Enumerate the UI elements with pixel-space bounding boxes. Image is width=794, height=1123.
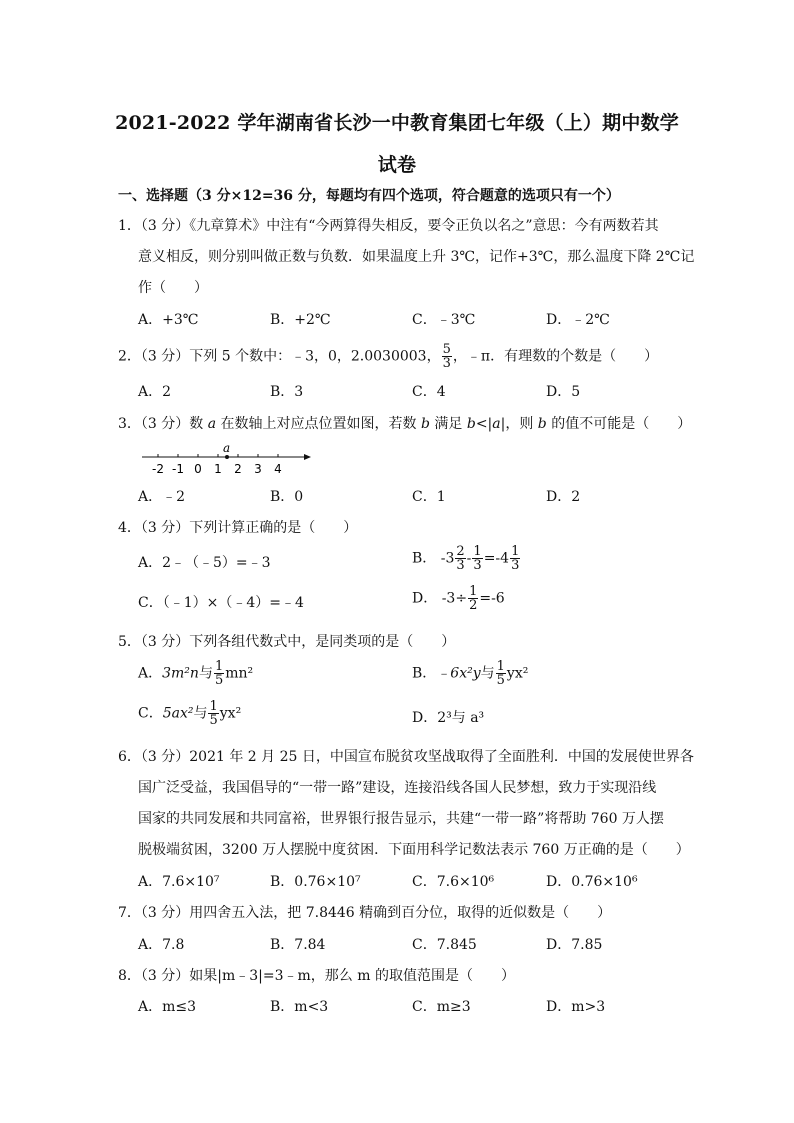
q6-option-b: B．0.76×10⁷	[270, 874, 361, 890]
q2-stem-pre: 2．（3 分）下列 5 个数中：﹣3，0，2.0030003，	[118, 348, 441, 365]
q5-c-label: C．	[138, 705, 163, 722]
q4-d-frac-num: 1	[469, 584, 478, 599]
q6-line4: 脱极端贫困，3200 万人摆脱中度贫困．下面用科学记数法表示 760 万正确的是（ ）	[138, 842, 690, 858]
q4-b-frac3-den: 3	[511, 558, 520, 573]
q4-d-pre: -3÷	[441, 590, 468, 607]
q2-frac-den: 3	[442, 356, 451, 371]
q6-line1: 6．（3 分）2021 年 2 月 25 日，中国宣布脱贫攻坚战取得了全面胜利．中国的发展使世界各	[118, 749, 694, 765]
q3-var-b: b	[420, 416, 430, 432]
q4-d-label: D．	[412, 590, 438, 607]
q3-t5: 的值不可能是（ ）	[546, 416, 692, 432]
q5-a-tail: mn²	[225, 665, 254, 682]
q5-a-expr: 3m²n	[162, 665, 199, 682]
q5-b-frac-den: 5	[496, 673, 505, 688]
q8-option-c: C．m≥3	[412, 999, 471, 1015]
q5-b-label: B．	[412, 665, 437, 682]
q2-frac-num: 5	[442, 342, 451, 357]
number-line-arrow	[304, 454, 311, 460]
q4-b-frac1	[455, 545, 465, 572]
q3-t2: 在数轴上对应点位置如图，若数	[216, 416, 421, 432]
q4-b-frac1-num: 2	[456, 544, 465, 559]
number-line-figure	[138, 440, 313, 480]
point-a-dot	[225, 455, 229, 459]
q5-c-frac	[208, 700, 218, 727]
q2-option-c: C．4	[412, 384, 446, 400]
q3-option-d: D．2	[546, 489, 581, 505]
q5-b-expr: ﹣6x²y	[436, 665, 481, 682]
number-line-tick-label: 3	[254, 462, 262, 476]
q5-c-tail: yx²	[219, 705, 242, 722]
q5-c-expr: 5ax²	[162, 705, 194, 722]
q4-b-w1: -3	[440, 550, 455, 567]
q5-b-frac	[496, 660, 506, 687]
page-title-line1: 2021-2022 学年湖南省长沙一中教育集团七年级（上）期中数学	[115, 112, 679, 134]
q1-line2: 意义相反，则分别叫做正数与负数．如果温度上升 3℃，记作+3℃，那么温度下降 2℃记	[138, 249, 695, 265]
q5-option-a	[138, 660, 253, 687]
q1-option-b: B．+2℃	[270, 312, 331, 328]
q5-b-tail: yx²	[506, 665, 529, 682]
q5-a-frac	[214, 660, 224, 687]
q5-c-frac-num: 1	[209, 699, 218, 714]
q2-option-b: B．3	[270, 384, 304, 400]
number-line-tick-label: -1	[172, 462, 184, 476]
q1-line1: 1．（3 分）《九章算术》中注有“今两算得失相反，要令正负以名之”意思：今有两数若其	[118, 218, 659, 234]
q3-t3: 满足	[429, 416, 467, 432]
q5-b-frac-num: 1	[496, 659, 505, 674]
q4-b-eq: =-4	[483, 550, 510, 567]
q4-d-frac	[468, 585, 478, 612]
q2-option-a: A．2	[138, 384, 172, 400]
q4-option-b	[412, 545, 521, 572]
q3-option-a: A．﹣2	[138, 489, 186, 505]
q4-b-frac2-den: 3	[473, 558, 482, 573]
q5-a-with: 与	[198, 665, 213, 682]
number-line-tick-label: 1	[214, 462, 222, 476]
q3-option-b: B．0	[270, 489, 304, 505]
q8-option-a: A．m≤3	[138, 999, 197, 1015]
q3-stem	[118, 414, 691, 434]
q7-option-a: A．7.8	[138, 937, 185, 953]
q3-var-a: a	[207, 416, 217, 432]
q5-option-b	[412, 660, 528, 687]
q8-stem: 8．（3 分）如果|m﹣3|=3﹣m，那么 m 的取值范围是（ ）	[118, 968, 515, 984]
page-title-line2: 试卷	[377, 154, 417, 176]
q7-option-c: C．7.845	[412, 937, 477, 953]
section-heading: 一、选择题（3 分×12=36 分，每题均有四个选项，符合题意的选项只有一个）	[118, 188, 620, 204]
q3-var-b2: b	[537, 416, 547, 432]
q4-d-frac-den: 2	[469, 598, 478, 613]
q4-b-label: B．	[412, 550, 437, 567]
q6-line3: 国家的共同发展和共同富裕，世界银行报告显示，共建“一带一路”将帮助 760 万人摆	[138, 811, 664, 827]
q4-option-d	[412, 585, 505, 612]
q4-b-frac1-den: 3	[456, 558, 465, 573]
q4-b-frac2	[472, 545, 482, 572]
q2-stem	[118, 343, 658, 370]
number-line-tick-label: -2	[152, 462, 164, 476]
q5-c-frac-den: 5	[209, 713, 218, 728]
q8-option-d: D．m>3	[546, 999, 606, 1015]
q6-option-a: A．7.6×10⁷	[138, 874, 220, 890]
q5-c-with: 与	[193, 705, 208, 722]
q5-a-frac-num: 1	[214, 659, 224, 674]
q4-d-post: =-6	[479, 590, 505, 607]
q6-option-c: C．7.6×10⁶	[412, 874, 495, 890]
q2-option-d: D．5	[546, 384, 581, 400]
q4-b-frac3-num: 1	[511, 544, 520, 559]
q1-option-d: D．﹣2℃	[546, 312, 610, 328]
number-line-tick-label: 4	[274, 462, 282, 476]
q7-option-b: B．7.84	[270, 937, 326, 953]
number-line-tick-label: 2	[234, 462, 242, 476]
q6-line2: 国广泛受益，我国倡导的“一带一路”建设，连接沿线各国人民梦想，致力于实现沿线	[138, 780, 657, 796]
q2-fraction	[442, 343, 452, 370]
q7-stem: 7．（3 分）用四舍五入法，把 7.8446 精确到百分位，取得的近似数是（ ）	[118, 905, 612, 921]
q5-option-d	[412, 708, 484, 728]
q4-stem: 4．（3 分）下列计算正确的是（ ）	[118, 520, 358, 536]
q3-t1: 3．（3 分）数	[118, 416, 208, 432]
q1-line3: 作（ ）	[138, 280, 208, 296]
point-a-label: a	[223, 441, 231, 455]
q1-option-a: A．+3℃	[138, 312, 199, 328]
q4-b-frac2-num: 1	[473, 544, 482, 559]
q3-option-c: C．1	[412, 489, 446, 505]
q3-t4: ，则	[505, 416, 538, 432]
q2-stem-post: ，﹣π．有理数的个数是（ ）	[452, 348, 659, 365]
q5-d-expr: 2³与 a³	[437, 710, 485, 726]
q5-a-label: A．	[138, 665, 163, 682]
q4-option-a: A．2﹣（﹣5）=﹣3	[138, 555, 271, 571]
q5-b-with: 与	[480, 665, 495, 682]
q5-d-label: D．	[412, 710, 438, 726]
q5-option-c	[138, 700, 241, 727]
q7-option-d: D．7.85	[546, 937, 603, 953]
q3-condition: b<|a|	[466, 416, 506, 432]
q4-b-frac3	[510, 545, 520, 572]
q5-stem: 5．（3 分）下列各组代数式中，是同类项的是（ ）	[118, 634, 456, 650]
q8-option-b: B．m<3	[270, 999, 329, 1015]
q4-option-c: C．（﹣1）×（﹣4）=﹣4	[138, 595, 304, 611]
q4-b-op: -	[466, 550, 472, 567]
q1-option-c: C．﹣3℃	[412, 312, 476, 328]
q6-option-d: D．0.76×10⁶	[546, 874, 638, 890]
q5-a-frac-den: 5	[214, 673, 224, 688]
number-line-tick-label: 0	[194, 462, 202, 476]
